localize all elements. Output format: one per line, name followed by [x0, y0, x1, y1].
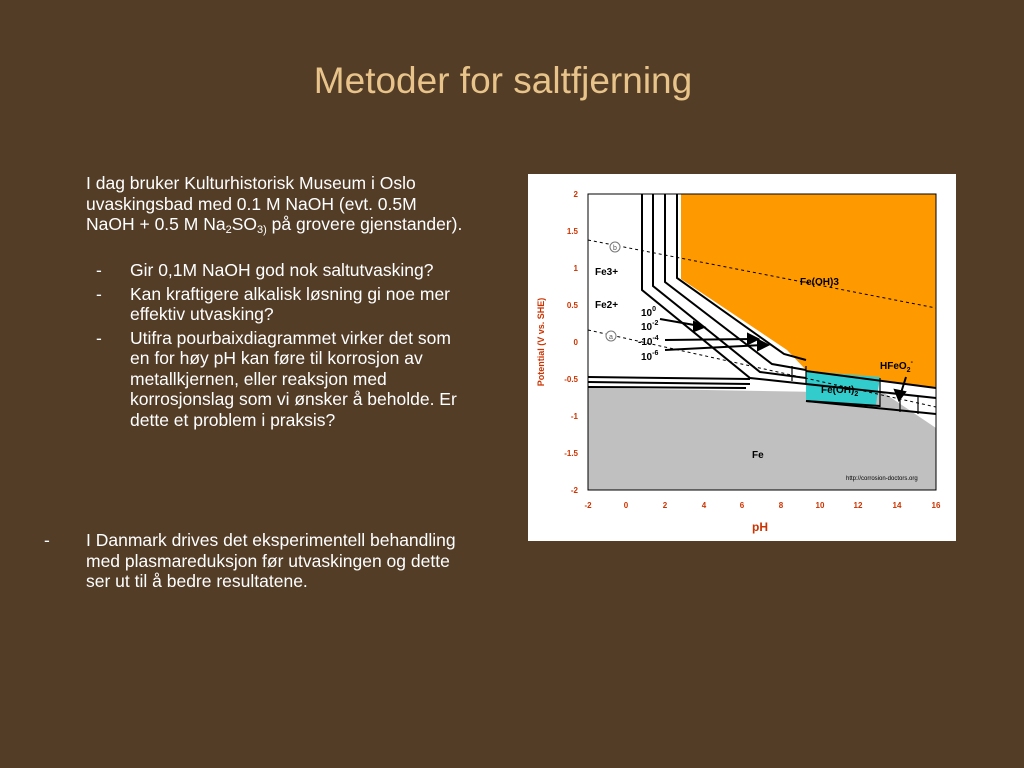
line-b-label: b: [613, 245, 617, 252]
y-tick-label: -2: [570, 486, 578, 495]
bullet-item: [96, 328, 466, 431]
x-tick-label: 4: [701, 501, 707, 510]
bullet-dash: -: [96, 260, 102, 280]
x-tick-label: 12: [853, 501, 863, 510]
conc-label-3: $10^{-6}$: [641, 350, 659, 363]
boundary-line: [588, 377, 750, 379]
arrow-head: [895, 390, 905, 400]
arrow-shaft: [665, 339, 754, 340]
x-tick-label: 6: [739, 501, 745, 510]
y-tick-labels: [564, 190, 578, 495]
x-tick-label: 8: [778, 501, 784, 510]
bottom-text: I Danmark drives det eksperimentell behandling med plasmareduksjon før utvaskingen og dette ser ut til å bedre resultatene.: [86, 530, 456, 591]
x-tick-label: 2: [662, 501, 668, 510]
pourbaix-svg: [528, 174, 956, 541]
feoh3-region: [681, 194, 936, 387]
y-tick-label: 0: [573, 338, 578, 347]
fe3-label: Fe3+: [595, 267, 619, 278]
y-tick-label: -0.5: [564, 375, 578, 384]
conc-label-1: $10^{-2}$: [641, 320, 659, 333]
bullet-text: Gir 0,1M NaOH god nok saltutvasking?: [130, 260, 434, 280]
bullet-dash: -: [96, 283, 102, 304]
bullet-text: Kan kraftigere alkalisk løsning gi noe mer effektiv utvasking?: [130, 283, 451, 324]
y-tick-label: 1.5: [566, 227, 578, 236]
conc-label-2: $-10^{-4}$: [638, 335, 659, 348]
y-tick-label: 0.5: [566, 301, 578, 310]
bullet-item: [96, 260, 466, 281]
intro-paragraph: I dag bruker Kulturhistorisk Museum i Oslo uvaskingsbad med 0.1 M NaOH (evt. 0.5M NaOH + 0.5 M $Na_2SO_{3)}$ på grovere gjenstander).: [86, 173, 463, 236]
bullet-text: Utifra pourbaixdiagrammet virker det som en for høy pH kan føre til korrosjon av metallkjernen, eller reaksjon med korrosjonslag som vi ønsker å beholde. Er dette et problem i praksis?: [130, 327, 457, 430]
bullet-list: [96, 260, 466, 433]
feoh2-label: $Fe(OH)_2$: [821, 385, 859, 398]
boundary-line: [588, 387, 746, 388]
fe2-label: Fe2+: [595, 300, 619, 311]
bottom-dash: -: [44, 530, 50, 550]
credit-text: http://corrosion-doctors.org: [846, 476, 918, 482]
bottom-paragraph: [44, 530, 464, 592]
feoh3-label: Fe(OH)3: [800, 277, 839, 288]
x-tick-label: 16: [931, 501, 941, 510]
bullet-item: [96, 284, 466, 325]
pourbaix-diagram: [528, 174, 956, 541]
y-tick-label: 1: [573, 264, 578, 273]
y-tick-label: 2: [573, 190, 578, 199]
slide-title: Metoder for saltfjerning: [313, 60, 693, 101]
x-tick-label: 14: [892, 501, 902, 510]
bullet-dash: -: [96, 327, 102, 348]
y-tick-label: -1: [570, 412, 578, 421]
y-axis-label: Potential (V vs. SHE): [536, 297, 546, 387]
hfeo2-label: HFeO$_2$-: [880, 359, 913, 374]
fe-label: Fe: [752, 450, 764, 461]
conc-label-0: $10^0$: [641, 306, 657, 319]
x-tick-labels: [584, 501, 941, 510]
line-a-label: a: [609, 334, 613, 341]
x-axis-label: pH: [752, 520, 768, 534]
x-tick-label: 0: [623, 501, 629, 510]
x-tick-label: 10: [815, 501, 825, 510]
fe-region: [588, 388, 936, 490]
y-tick-label: -1.5: [564, 449, 578, 458]
boundary-line: [588, 382, 750, 384]
x-tick-label: -2: [584, 501, 592, 510]
